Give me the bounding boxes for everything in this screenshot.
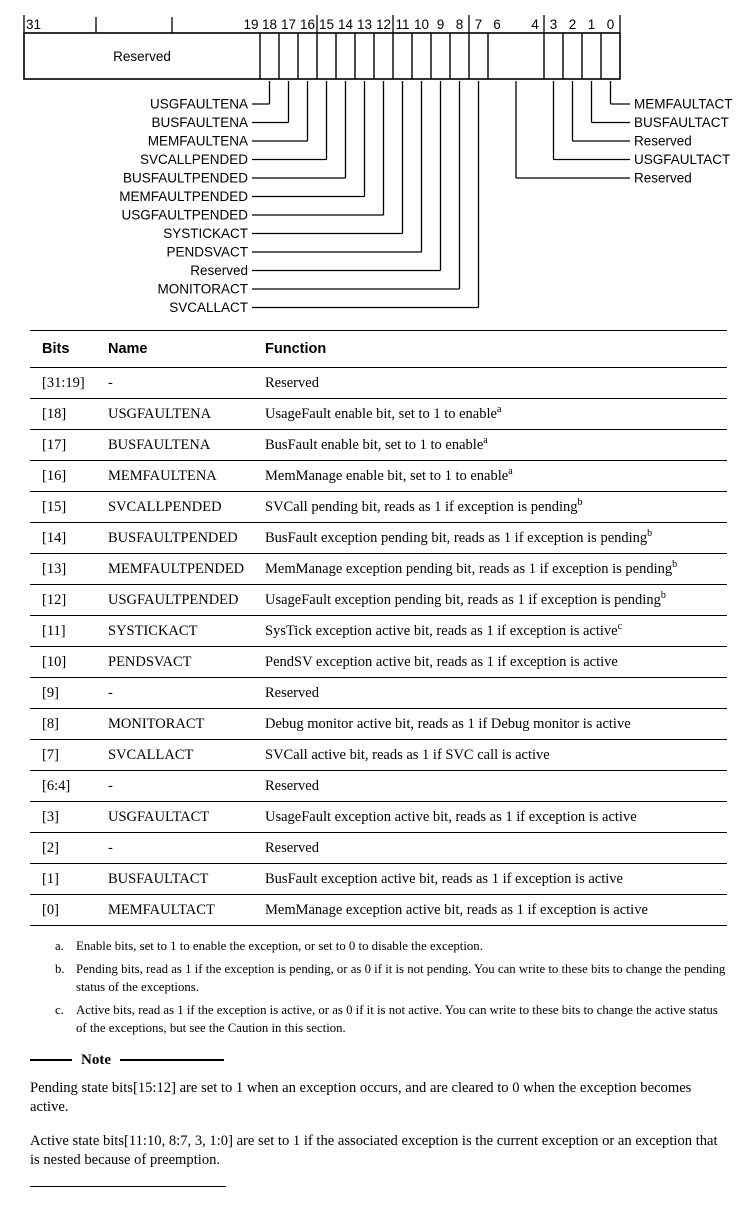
- footnote-reference: b: [660, 589, 666, 601]
- cell-bits: [1]: [30, 864, 108, 895]
- cell-function: UsageFault exception pending bit, reads as 1 if exception is pending$^b$: [265, 585, 727, 616]
- bit-number: 8: [455, 17, 464, 32]
- column-header-name: Name: [108, 331, 265, 368]
- cell-name: SVCALLPENDED: [108, 492, 265, 523]
- cell-name: MONITORACT: [108, 709, 265, 740]
- table-row: [30, 802, 727, 833]
- cell-bits: [10]: [30, 647, 108, 678]
- bit-number: 12: [375, 17, 392, 32]
- footnote-reference: c: [617, 620, 623, 632]
- footnote-reference: b: [577, 496, 583, 508]
- note-heading: [30, 1052, 727, 1069]
- footnote-reference: a: [483, 434, 488, 446]
- callout-label-bit-1: BUSFAULTACT: [634, 115, 729, 131]
- cell-bits: [13]: [30, 554, 108, 585]
- callout-label-bit-7: SVCALLACT: [169, 300, 248, 316]
- note-rule-left: [30, 1059, 72, 1061]
- callout-label-bit-13: MEMFAULTPENDED: [119, 189, 248, 205]
- cell-function: MemManage exception pending bit, reads as 1 if exception is pending$^b$: [265, 554, 727, 585]
- callout-label-bit-9: Reserved: [190, 263, 248, 279]
- table-row: [30, 399, 727, 430]
- cell-function: UsageFault enable bit, set to 1 to enable$^a$: [265, 399, 727, 430]
- bit-number: 10: [413, 17, 430, 32]
- table-row: [30, 709, 727, 740]
- bit-number: 18: [261, 17, 278, 32]
- note-section: [30, 1052, 727, 1188]
- bit-number: 11: [395, 17, 410, 32]
- cell-bits: [9]: [30, 678, 108, 709]
- cell-bits: [0]: [30, 895, 108, 926]
- footnote-item: [55, 938, 727, 956]
- bit-number: 3: [549, 17, 558, 32]
- cell-function: Debug monitor active bit, reads as 1 if Debug monitor is active: [265, 709, 727, 740]
- note-end-rule: [30, 1186, 226, 1188]
- cell-function: BusFault exception pending bit, reads as 1 if exception is pending$^b$: [265, 523, 727, 554]
- cell-function: Reserved: [265, 833, 727, 864]
- column-header-bits: Bits: [30, 331, 108, 368]
- bit-number: 7: [474, 17, 483, 32]
- cell-name: BUSFAULTPENDED: [108, 523, 265, 554]
- table-row: [30, 585, 727, 616]
- cell-function: SVCall active bit, reads as 1 if SVC call is active: [265, 740, 727, 771]
- cell-bits: [12]: [30, 585, 108, 616]
- register-bit-diagram: [0, 0, 756, 322]
- callout-label-bit-12: USGFAULTPENDED: [121, 207, 248, 223]
- table-row: [30, 895, 727, 926]
- table-row: [30, 678, 727, 709]
- cell-name: SVCALLACT: [108, 740, 265, 771]
- cell-name: MEMFAULTPENDED: [108, 554, 265, 585]
- table-row: [30, 368, 727, 399]
- note-heading-label: Note: [81, 1051, 111, 1068]
- cell-bits: [14]: [30, 523, 108, 554]
- table-row: [30, 864, 727, 895]
- cell-name: SYSTICKACT: [108, 616, 265, 647]
- footnote-item: [55, 1002, 727, 1038]
- footnote-reference: a: [508, 465, 513, 477]
- table-row: [30, 430, 727, 461]
- table-row: [30, 771, 727, 802]
- callout-label-bit-8: MONITORACT: [157, 281, 248, 297]
- table-row: [30, 492, 727, 523]
- cell-name: USGFAULTACT: [108, 802, 265, 833]
- note-paragraph: Active state bits[11:10, 8:7, 3, 1:0] are set to 1 if the associated exception is the current exception or an exception that is nested because of preemption.: [30, 1133, 718, 1169]
- table-row: [30, 461, 727, 492]
- cell-function: BusFault enable bit, set to 1 to enable$^a$: [265, 430, 727, 461]
- footnote-reference: b: [672, 558, 678, 570]
- cell-bits: [16]: [30, 461, 108, 492]
- cell-name: -: [108, 678, 265, 709]
- footnote-marker: a.: [55, 939, 64, 953]
- bit-number: 15: [318, 17, 335, 32]
- cell-bits: [8]: [30, 709, 108, 740]
- note-paragraph: Pending state bits[15:12] are set to 1 when an exception occurs, and are cleared to 0 when the exception becomes active.: [30, 1079, 692, 1115]
- cell-name: -: [108, 368, 265, 399]
- cell-name: USGFAULTPENDED: [108, 585, 265, 616]
- callout-label-bit-17: BUSFAULTENA: [151, 115, 248, 131]
- footnote-marker: b.: [55, 961, 65, 976]
- callout-label-bit-3: USGFAULTACT: [634, 152, 731, 168]
- callout-label-bit-16: MEMFAULTENA: [147, 133, 248, 149]
- callout-label-bit-18: USGFAULTENA: [149, 96, 248, 112]
- reserved-field-label: Reserved: [113, 49, 171, 64]
- table-row: [30, 647, 727, 678]
- footnote-item: [55, 961, 727, 997]
- table-row: [30, 740, 727, 771]
- bit-number: 9: [436, 17, 445, 32]
- column-header-function: Function: [265, 331, 727, 368]
- footnote-text: Active bits, read as 1 if the exception is active, or as 0 if it is not active. You can write to these bits to change the active status of the exceptions, but see the Caution in this section.: [76, 1002, 718, 1035]
- cell-function: MemManage exception active bit, reads as 1 if exception is active: [265, 895, 727, 926]
- cell-name: PENDSVACT: [108, 647, 265, 678]
- cell-function: SysTick exception active bit, reads as 1 if exception is active$^c$: [265, 616, 727, 647]
- bit-number: 17: [280, 17, 297, 32]
- bit-number: 4: [531, 17, 539, 32]
- cell-function: Reserved: [265, 678, 727, 709]
- table-row: [30, 554, 727, 585]
- cell-function: BusFault exception active bit, reads as 1 if exception is active: [265, 864, 727, 895]
- cell-name: BUSFAULTENA: [108, 430, 265, 461]
- cell-function: Reserved: [265, 771, 727, 802]
- cell-bits: [2]: [30, 833, 108, 864]
- table-row: [30, 616, 727, 647]
- cell-name: MEMFAULTENA: [108, 461, 265, 492]
- cell-bits: [7]: [30, 740, 108, 771]
- callout-label-bit-2: Reserved: [634, 133, 692, 149]
- callout-label-bit-5: Reserved: [634, 170, 692, 186]
- table-row: [30, 523, 727, 554]
- cell-bits: [11]: [30, 616, 108, 647]
- bit-number: 6: [493, 17, 501, 32]
- cell-function: MemManage enable bit, set to 1 to enable$^a$: [265, 461, 727, 492]
- footnote-reference: a: [496, 403, 502, 415]
- cell-name: -: [108, 833, 265, 864]
- cell-bits: [31:19]: [30, 368, 108, 399]
- cell-function: Reserved: [265, 368, 727, 399]
- callout-label-bit-11: SYSTICKACT: [163, 226, 248, 242]
- bit-number: 0: [606, 17, 615, 32]
- footnotes: [55, 938, 727, 1038]
- cell-function: UsageFault exception active bit, reads as 1 if exception is active: [265, 802, 727, 833]
- callout-label-bit-14: BUSFAULTPENDED: [122, 170, 248, 186]
- callout-label-bit-10: PENDSVACT: [166, 244, 248, 260]
- callout-label-bit-15: SVCALLPENDED: [139, 152, 248, 168]
- bit-number: 19: [243, 17, 259, 32]
- bits-table: [30, 330, 727, 926]
- cell-name: BUSFAULTACT: [108, 864, 265, 895]
- cell-name: MEMFAULTACT: [108, 895, 265, 926]
- note-rule-right: [120, 1059, 224, 1061]
- footnote-text: Enable bits, set to 1 to enable the exception, or set to 0 to disable the exception.: [76, 939, 483, 953]
- bit-number: 13: [356, 17, 373, 32]
- cell-name: -: [108, 771, 265, 802]
- cell-name: USGFAULTENA: [108, 399, 265, 430]
- cell-bits: [17]: [30, 430, 108, 461]
- cell-bits: [6:4]: [30, 771, 108, 802]
- table-row: [30, 833, 727, 864]
- bit-number: 1: [587, 17, 596, 32]
- table-header-row: [30, 331, 727, 368]
- cell-bits: [3]: [30, 802, 108, 833]
- callout-label-bit-0: MEMFAULTACT: [634, 96, 733, 112]
- cell-bits: [15]: [30, 492, 108, 523]
- bit-number: 31: [26, 17, 42, 32]
- bit-number: 2: [568, 17, 577, 32]
- cell-function: SVCall pending bit, reads as 1 if exception is pending$^b$: [265, 492, 727, 523]
- cell-bits: [18]: [30, 399, 108, 430]
- footnote-reference: b: [647, 527, 653, 539]
- cell-function: PendSV exception active bit, reads as 1 if exception is active: [265, 647, 727, 678]
- bit-number: 14: [337, 17, 354, 32]
- footnote-text: Pending bits, read as 1 if the exception is pending, or as 0 if it is not pending. You can write to these bits to change the pending status of the exceptions.: [76, 961, 726, 994]
- bit-number: 16: [299, 17, 316, 32]
- footnote-marker: c.: [55, 1002, 64, 1017]
